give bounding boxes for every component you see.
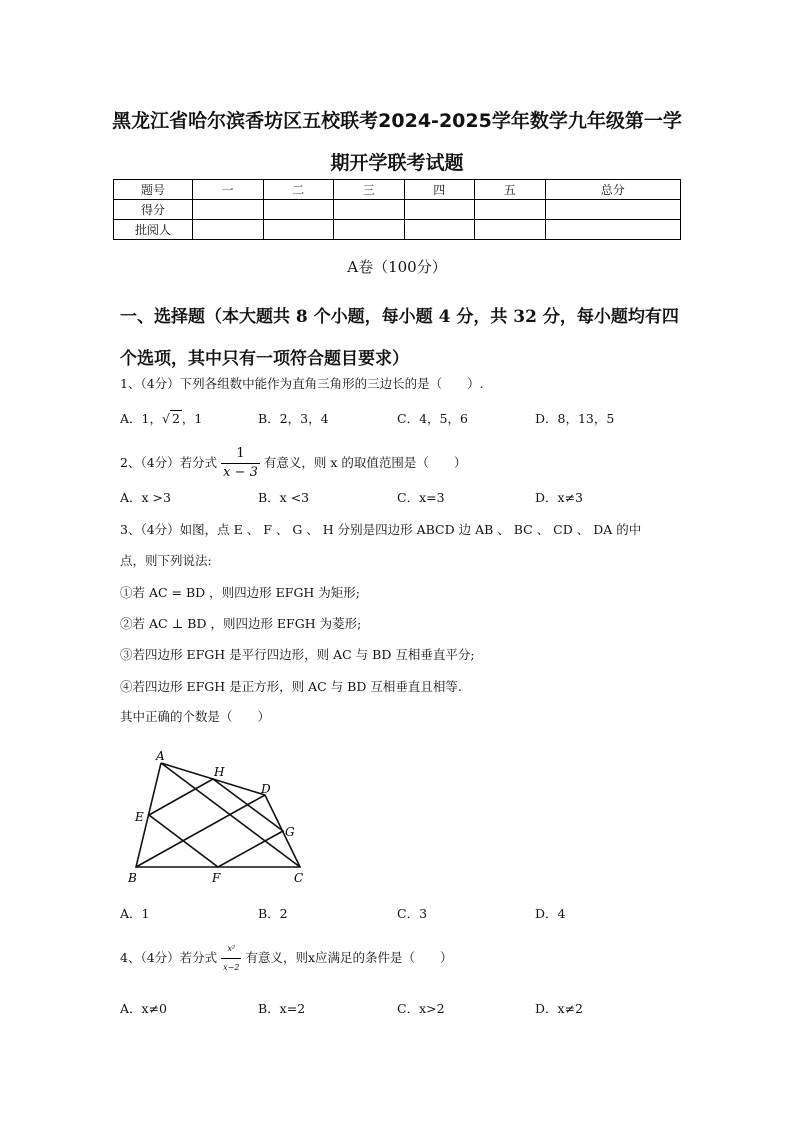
q4-stem-pre: 4、（4分）若分式 <box>120 950 218 965</box>
score-row <box>114 200 681 220</box>
score-cell <box>475 200 546 220</box>
q4-option-a: A．x≠0 <box>120 1001 168 1016</box>
q3-option-c: C．3 <box>397 906 428 921</box>
question-1-stem: 1、（4分）下列各组数中能作为直角三角形的三边长的是（ ）. <box>120 376 484 391</box>
q4-option-d: D．x≠2 <box>535 1001 583 1016</box>
grader-row <box>114 220 681 240</box>
q4-stem-post: 有意义，则x应满足的条件是（ ） <box>245 950 453 965</box>
quadrilateral-figure <box>128 748 318 888</box>
label-E: E <box>135 810 144 824</box>
score-cell <box>545 200 681 220</box>
label-C: C <box>294 871 304 885</box>
sqrt-symbol: √ 2 <box>161 411 180 426</box>
score-table <box>113 179 681 240</box>
q3-option-d: D．4 <box>535 906 566 921</box>
question-4-stem <box>120 940 453 977</box>
q4-option-c: C．x>2 <box>397 1001 445 1016</box>
label-H: H <box>214 765 225 779</box>
header-cell: 一 <box>193 180 264 200</box>
q3-statement-2: ②若 AC ⊥ BD ，则四边形 EFGH 为菱形; <box>120 616 362 631</box>
header-cell: 题号 <box>114 180 193 200</box>
score-cell <box>263 200 334 220</box>
grader-cell <box>263 220 334 240</box>
page-title-line2: 期开学联考试题 <box>330 152 464 174</box>
score-cell <box>404 200 475 220</box>
q1-option-a-post: ，1 <box>181 411 203 426</box>
q2-fraction <box>221 445 260 482</box>
diagonal-bd <box>136 795 265 867</box>
score-row-label: 得分 <box>114 200 193 220</box>
label-D: D <box>261 782 271 796</box>
q2-stem-pre: 2、（4分）若分式 <box>120 455 218 470</box>
q2-numerator: 1 <box>221 445 260 464</box>
q1-option-a-pre: A．1， <box>120 411 162 426</box>
q3-statement-4: ④若四边形 EFGH 是正方形，则 AC 与 BD 互相垂直且相等. <box>120 679 462 694</box>
q1-radicand: 2 <box>171 411 180 426</box>
header-cell: 三 <box>334 180 405 200</box>
grader-cell <box>404 220 475 240</box>
header-cell: 五 <box>475 180 546 200</box>
q2-denominator: x − 3 <box>223 465 258 480</box>
q2-option-a: A．x >3 <box>120 490 171 505</box>
question-2-stem <box>120 445 466 482</box>
grader-row-label: 批阅人 <box>114 220 193 240</box>
q1-option-b: B．2，3，4 <box>258 411 329 426</box>
header-cell: 总分 <box>545 180 681 200</box>
q2-stem-post: 有意义，则 x 的取值范围是（ ） <box>263 455 467 470</box>
label-B: B <box>128 871 137 885</box>
page-title-line1: 黑龙江省哈尔滨香坊区五校联考2024-2025学年数学九年级第一学 <box>112 110 682 132</box>
grader-cell <box>545 220 681 240</box>
q1-option-c: C．4，5，6 <box>397 411 468 426</box>
q1-option-a <box>120 410 202 428</box>
section-heading-text: 一、选择题（本大题共 8 个小题，每小题 4 分，共 32 分，每小题均有四个选项，其中只有一项符合题目要求） <box>120 307 679 369</box>
label-A: A <box>156 749 165 763</box>
label-G: G <box>285 825 295 839</box>
header-cell: 四 <box>404 180 475 200</box>
q2-option-b: B．x <3 <box>258 490 310 505</box>
q4-numerator: x² <box>221 940 241 959</box>
grader-cell <box>193 220 264 240</box>
score-cell <box>193 200 264 220</box>
q4-fraction <box>221 940 241 977</box>
q3-option-a: A．1 <box>120 906 150 921</box>
q3-statement-3: ③若四边形 EFGH 是平行四边形，则 AC 与 BD 互相垂直平分; <box>120 647 475 662</box>
q3-ask: 其中正确的个数是（ ） <box>120 709 271 724</box>
part-title: A卷（100分） <box>347 258 447 276</box>
grader-cell <box>475 220 546 240</box>
section-heading <box>120 296 690 380</box>
header-cell: 二 <box>263 180 334 200</box>
q4-option-b: B．x=2 <box>258 1001 306 1016</box>
q2-option-c: C．x=3 <box>397 490 445 505</box>
label-F: F <box>212 871 221 885</box>
q1-option-d: D．8，13，5 <box>535 411 615 426</box>
q4-denominator: x−2 <box>223 963 240 972</box>
score-table-header-row <box>114 180 681 200</box>
grader-cell <box>334 220 405 240</box>
q2-option-d: D．x≠3 <box>535 490 583 505</box>
q3-option-b: B．2 <box>258 906 288 921</box>
q3-statement-1: ①若 AC = BD ，则四边形 EFGH 为矩形; <box>120 585 361 600</box>
score-cell <box>334 200 405 220</box>
question-3-stem-line2: 点，则下列说法: <box>120 553 212 568</box>
question-3-stem-line1: 3、（4分）如图，点 E 、 F 、 G 、 H 分别是四边形 ABCD 边 AB 、 BC 、 CD 、 DA 的中 <box>120 522 642 537</box>
